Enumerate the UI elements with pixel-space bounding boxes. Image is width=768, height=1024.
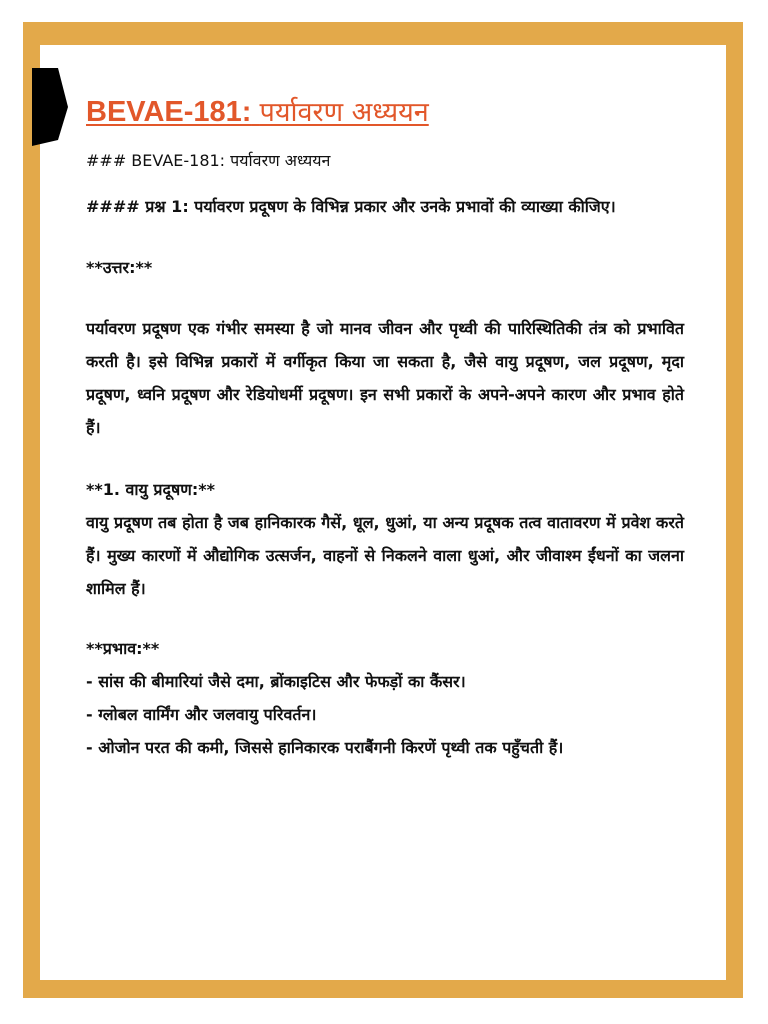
question-heading: #### प्रश्न 1: पर्यावरण प्रदूषण के विभिन्न प्रकार और उनके प्रभावों की व्याख्या कीजिए। bbox=[86, 197, 616, 216]
bookmark-tab-icon bbox=[30, 68, 68, 146]
section-1-body: वायु प्रदूषण तब होता है जब हानिकारक गैसें, धूल, धुआं, या अन्य प्रदूषक तत्व वातावरण में प्रवेश करते हैं। मुख्य कारणों में औद्योगिक उत्सर्जन, वाहनों से निकलने वाला धुआं, और जीवाश्म ईंधनों का जलना शामिल हैं। bbox=[86, 513, 684, 598]
answer-label: **उत्तर:** bbox=[86, 258, 153, 277]
section-1-heading: **1. वायु प्रदूषण:** bbox=[86, 480, 215, 499]
intro-paragraph: पर्यावरण प्रदूषण एक गंभीर समस्या है जो मानव जीवन और पृथ्वी की पारिस्थितिकी तंत्र को प्रभावित करती है। इसे विभिन्न प्रकारों में वर्गीकृत किया जा सकता है, जैसे वायु प्रदूषण, जल प्रदूषण, मृदा प्रदूषण, ध्वनि प्रदूषण और रेडियोधर्मी प्रदूषण। इन सभी प्रकारों के अपने-अपने कारण और प्रभाव होते हैं। bbox=[86, 319, 684, 437]
document-body bbox=[86, 92, 684, 764]
effect-item: - ओजोन परत की कमी, जिससे हानिकारक पराबैंगनी किरणें पृथ्वी तक पहुँचती हैं। bbox=[86, 738, 564, 757]
document-title bbox=[86, 92, 684, 133]
title-subject: पर्यावरण अध्ययन bbox=[259, 97, 429, 128]
effects-label: **प्रभाव:** bbox=[86, 639, 160, 658]
title-code: BEVAE-181: bbox=[86, 96, 252, 128]
effect-item: - ग्लोबल वार्मिंग और जलवायु परिवर्तन। bbox=[86, 705, 317, 724]
heading-3-line: ### BEVAE-181: पर्यावरण अध्ययन bbox=[86, 151, 331, 170]
effect-item: - सांस की बीमारियां जैसे दमा, ब्रोंकाइटिस और फेफड़ों का कैंसर। bbox=[86, 672, 466, 691]
